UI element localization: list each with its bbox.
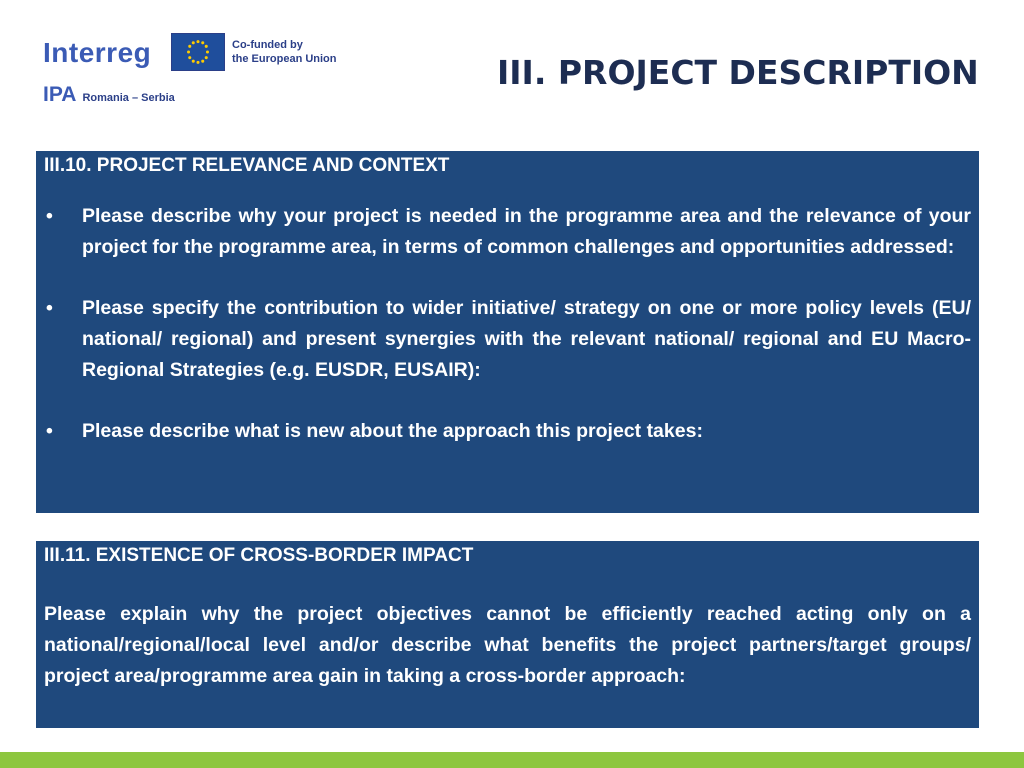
ipa-text: IPA xyxy=(43,83,77,106)
section-project-relevance xyxy=(36,151,979,513)
bottom-band xyxy=(0,752,1024,768)
ipa-logo xyxy=(43,84,175,106)
bullet-icon: • xyxy=(46,297,53,319)
interreg-logo: Interreg xyxy=(43,37,152,68)
bullet-item xyxy=(44,416,971,447)
eu-flag-icon xyxy=(171,33,225,71)
section-heading: III.11. EXISTENCE OF CROSS-BORDER IMPACT xyxy=(44,545,474,566)
bullet-item xyxy=(44,201,971,263)
bullet-item xyxy=(44,293,971,386)
eu-label-line1: Co-funded by xyxy=(232,39,303,51)
bullet-text: Please specify the contribution to wider initiative/ strategy on one or more policy levels (EU/ national/ regional) and present synergies with the relevant national/ regional and EU Macro-Regional Strategies (e.g. EUSDR, EUSAIR): xyxy=(82,297,971,381)
page-title: III. PROJECT DESCRIPTION xyxy=(497,53,979,92)
section-heading: III.10. PROJECT RELEVANCE AND CONTEXT xyxy=(44,155,450,176)
section-body: Please explain why the project objectives cannot be efficiently reached acting only on a national/regional/local level and/or describe what benefits the project partners/target groups/ project area/programme area gain in taking a cross-border approach: xyxy=(44,603,971,687)
eu-label-line2: the European Union xyxy=(232,53,337,65)
bullet-icon: • xyxy=(46,420,53,442)
ipa-region: Romania – Serbia xyxy=(82,92,175,104)
eu-cofunded-label xyxy=(232,38,337,66)
bullet-text: Please describe why your project is needed in the programme area and the relevance of your project for the programme area, in terms of common challenges and opportunities addressed: xyxy=(82,205,971,258)
bullet-icon: • xyxy=(46,205,53,227)
bullet-list xyxy=(44,201,971,447)
section-cross-border-impact xyxy=(36,541,979,728)
bullet-text: Please describe what is new about the approach this project takes: xyxy=(82,420,703,442)
